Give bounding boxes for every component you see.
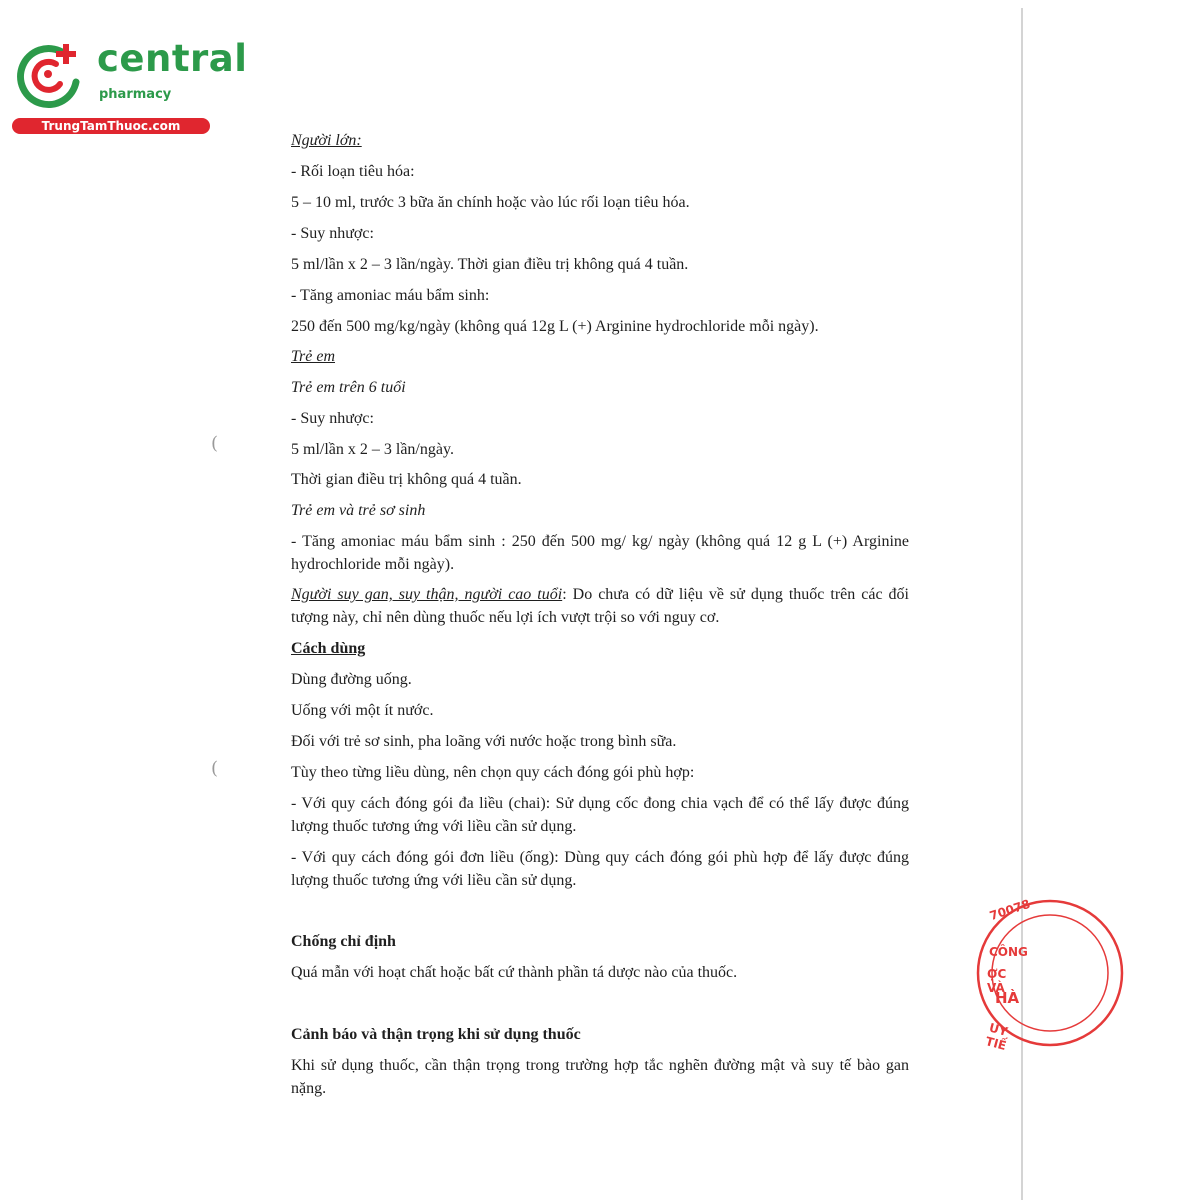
text-line: - Suy nhược: [291,225,374,242]
text-line: 5 ml/lần x 2 – 3 lần/ngày. [291,441,454,458]
stamp-text: HÀ [995,989,1020,1007]
text-paragraph-special-groups [291,583,909,629]
special-groups-text: : Do chưa có dữ liệu về sử dụng thuốc trên các đối tượng này, chỉ nên dùng thuốc nếu lợi ích vượt trội so với nguy cơ. [291,586,909,626]
text-line: - Suy nhược: [291,410,374,427]
text-paragraph: Khi sử dụng thuốc, cần thận trọng trong trường hợp tắc nghẽn đường mật và suy tế bào gan nặng. [291,1057,909,1097]
logo-mark-icon [10,38,90,110]
special-groups-label: Người suy gan, suy thận, người cao tuổi [291,586,563,603]
text-line: Quá mẫn với hoạt chất hoặc bất cứ thành phần tá dược nào của thuốc. [291,964,738,981]
stamp-text: CÔNG [989,945,1028,959]
heading-children: Trẻ em [291,348,335,365]
text-line: - Rối loạn tiêu hóa: [291,163,415,180]
red-stamp [975,893,1032,1054]
stamp-text: UY TIẾ [984,1020,1010,1054]
stamp-text: ỢC VÀ [987,967,1007,995]
text-paragraph: - Tăng amoniac máu bẩm sinh : 250 đến 500 mg/ kg/ ngày (không quá 12 g L (+) Arginine hydrochloride mỗi ngày). [291,533,909,573]
text-line: 5 ml/lần x 2 – 3 lần/ngày. Thời gian điều trị không quá 4 tuần. [291,256,689,273]
heading-warnings: Cảnh báo và thận trọng khi sử dụng thuốc [291,1026,581,1043]
heading-usage: Cách dùng [291,640,366,657]
text-line: Dùng đường uống. [291,671,412,688]
logo-brand-text: central [97,37,248,80]
central-pharmacy-logo[interactable] [10,37,248,138]
subheading-children-over-6: Trẻ em trên 6 tuổi [291,379,406,396]
text-paragraph: - Với quy cách đóng gói đơn liều (ống): Dùng quy cách đóng gói phù hợp để lấy được đúng lượng thuốc tương ứng với liều cần sử dụng. [291,849,909,889]
text-line: Tùy theo từng liều dùng, nên chọn quy cách đóng gói phù hợp: [291,764,695,781]
margin-mark: ( [211,433,219,454]
text-line: 5 – 10 ml, trước 3 bữa ăn chính hoặc vào lúc rối loạn tiêu hóa. [291,194,690,211]
heading-adults: Người lớn: [291,132,362,149]
text-line: Thời gian điều trị không quá 4 tuần. [291,471,522,488]
text-line: 250 đến 500 mg/kg/ngày (không quá 12g L (+) Arginine hydrochloride mỗi ngày). [291,318,819,335]
text-line: - Tăng amoniac máu bẩm sinh: [291,287,490,304]
text-paragraph: - Với quy cách đóng gói đa liều (chai): Sử dụng cốc đong chia vạch để có thể lấy được đúng lượng thuốc tương ứng với liều cần sử dụng. [291,795,909,835]
logo-site-banner[interactable]: TrungTamThuoc.com [12,118,210,134]
logo-sub-text: pharmacy [99,87,172,102]
text-line: Uống với một ít nước. [291,702,434,719]
text-line: Đối với trẻ sơ sinh, pha loãng với nước hoặc trong bình sữa. [291,733,677,750]
heading-contraindications: Chống chỉ định [291,933,396,950]
stamp-text: 70078 [987,896,1032,924]
subheading-children-newborns: Trẻ em và trẻ sơ sinh [291,502,426,519]
margin-mark: ( [211,758,219,779]
